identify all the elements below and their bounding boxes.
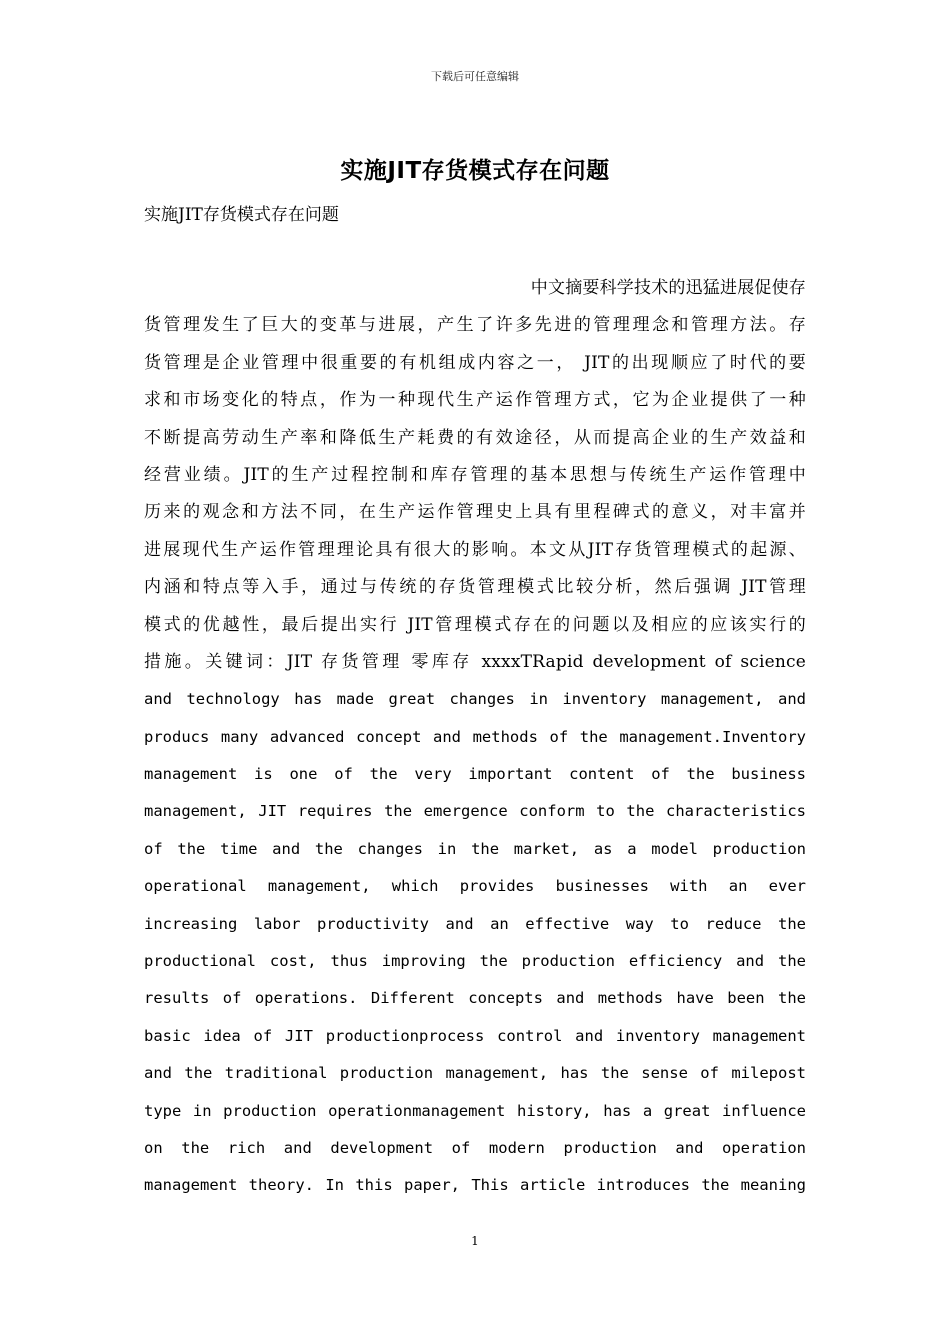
text-line: operational management, which provides businesses with an ever <box>144 877 806 896</box>
body-text <box>144 270 806 1205</box>
text-line: productional cost, thus improving the production efficiency and the <box>144 952 806 971</box>
text-line: 措施。关键词：JIT 存货管理 零库存 xxxxTRapid development of science <box>144 651 806 672</box>
text-line: 中文摘要科学技术的迅猛进展促使存 <box>530 278 806 298</box>
text-line: type in production operationmanagement history, has a great influence <box>144 1101 806 1120</box>
document-title: 实施JIT存货模式存在问题 <box>340 158 610 184</box>
text-line: results of operations. Different concepts and methods have been the <box>144 989 806 1008</box>
text-line: and the traditional production management, has the sense of milepost <box>144 1064 806 1083</box>
text-line: producs many advanced concept and methods of the management.Inventory <box>144 727 806 746</box>
text-line: 求和市场变化的特点，作为一种现代生产运作管理方式，它为企业提供了一种 <box>144 390 806 411</box>
text-line: basic idea of JIT productionprocess control and inventory management <box>144 1026 806 1045</box>
text-line: of the time and the changes in the market, as a model production <box>144 839 806 858</box>
text-line: 经营业绩。JIT的生产过程控制和库存管理的基本思想与传统生产运作管理中 <box>144 464 806 485</box>
text-line: 进展现代生产运作管理理论具有很大的影响。本文从JIT存货管理模式的起源、 <box>144 539 806 560</box>
text-line: 模式的优越性，最后提出实行 JIT管理模式存在的问题以及相应的应该实行的 <box>144 614 806 635</box>
text-line: on the rich and development of modern production and operation <box>144 1138 806 1157</box>
text-line: 货管理是企业管理中很重要的有机组成内容之一， JIT的出现顺应了时代的要 <box>144 352 806 373</box>
text-line: 货管理发生了巨大的变革与进展，产生了许多先进的管理理念和管理方法。存 <box>144 315 806 336</box>
text-line: increasing labor productivity and an effective way to reduce the <box>144 914 806 933</box>
page-number: 1 <box>471 1234 479 1248</box>
text-line: 内涵和特点等入手，通过与传统的存货管理模式比较分析，然后强调 JIT管理 <box>144 577 806 598</box>
text-line: management is one of the very important content of the business <box>144 765 806 784</box>
page-header: 下载后可任意编辑 <box>431 70 519 83</box>
text-line: 历来的观念和方法不同，在生产运作管理史上具有里程碑式的意义，对丰富并 <box>144 502 806 523</box>
text-line: management, JIT requires the emergence conform to the characteristics <box>144 802 806 821</box>
text-line: management theory. In this paper, This article introduces the meaning <box>144 1176 806 1195</box>
text-line: 不断提高劳动生产率和降低生产耗费的有效途径，从而提高企业的生产效益和 <box>144 427 806 448</box>
text-line: and technology has made great changes in inventory management, and <box>144 690 806 709</box>
document-subtitle: 实施JIT存货模式存在问题 <box>144 205 339 225</box>
